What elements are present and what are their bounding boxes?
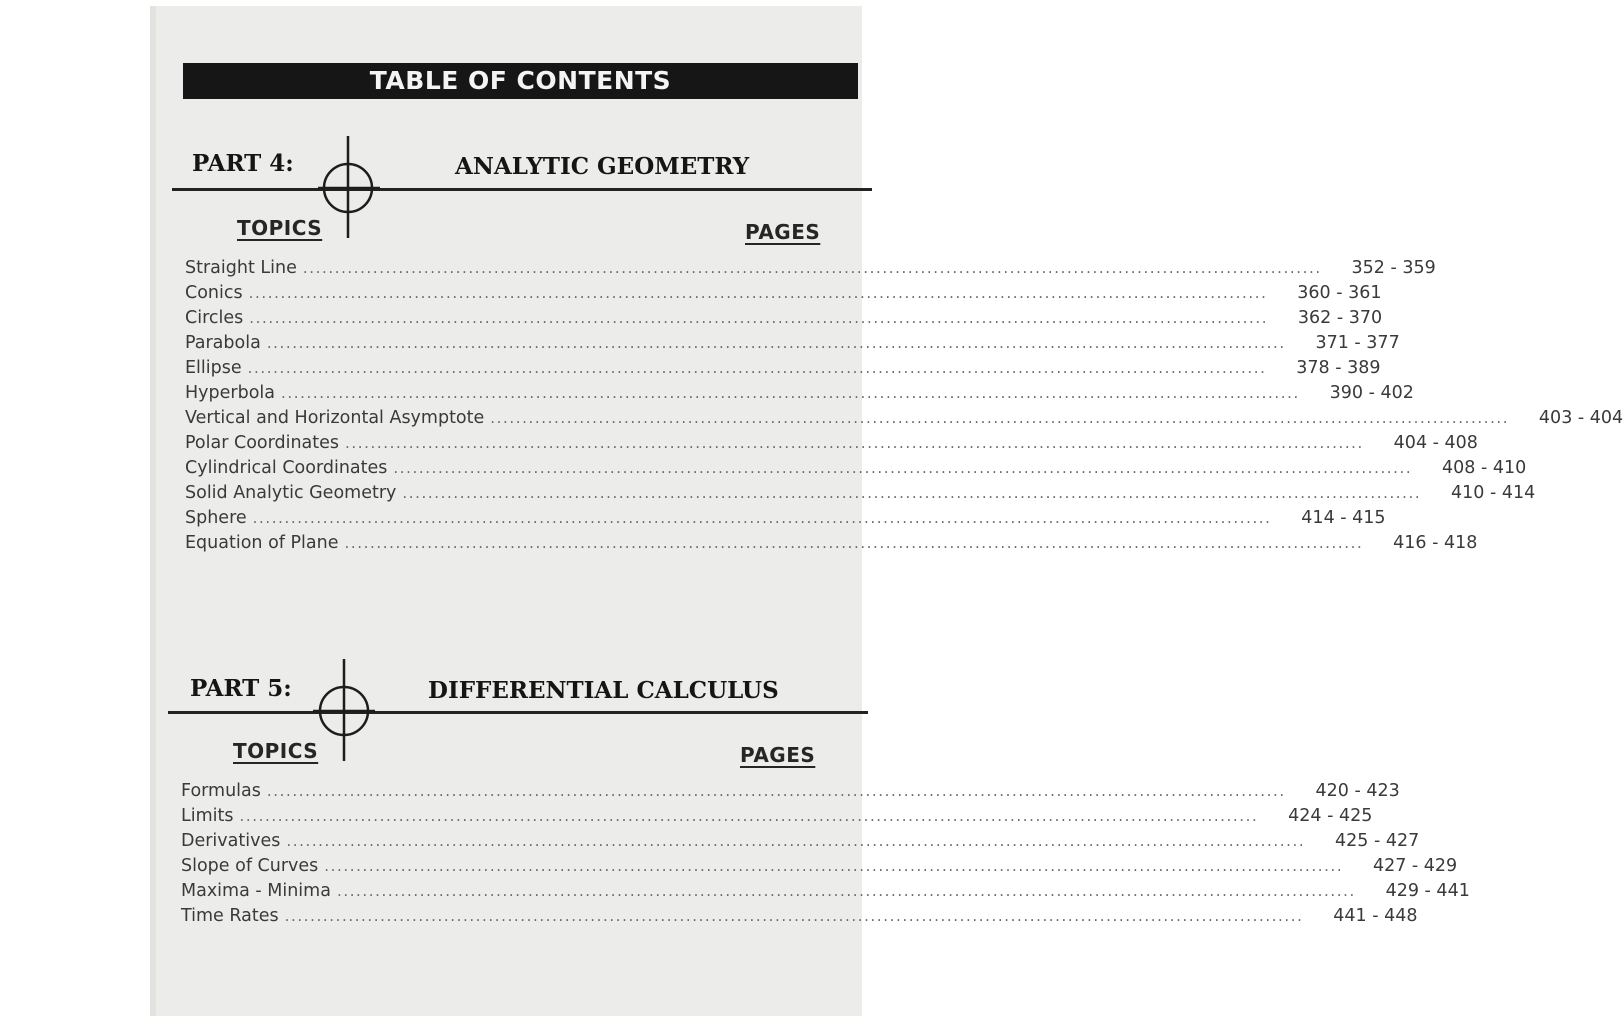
toc-entry (185, 433, 1478, 458)
toc-entry (185, 308, 1383, 333)
toc-entry (181, 906, 1418, 931)
dot-leader: ................................................................................................................................................................ (345, 434, 1364, 452)
toc-entry-pages: 416 - 418 (1393, 533, 1478, 553)
part4-pages-header: PAGES (745, 220, 821, 244)
dot-leader: ................................................................................................................................................................ (490, 409, 1510, 427)
toc-entry-pages: 410 - 414 (1451, 483, 1536, 503)
toc-entry-pages: 390 - 402 (1329, 383, 1414, 403)
toc-entry-topic: Sphere (185, 508, 247, 528)
toc-entry (181, 781, 1400, 806)
crosshair-icon (313, 659, 375, 763)
toc-entry-topic: Limits (181, 806, 234, 826)
dot-leader: ................................................................................................................................................................ (252, 509, 1272, 527)
toc-entry-pages: 424 - 425 (1288, 806, 1373, 826)
dot-leader: ................................................................................................................................................................ (266, 334, 1286, 352)
toc-entry-pages: 404 - 408 (1393, 433, 1478, 453)
toc-entry (185, 283, 1382, 308)
toc-entry (185, 408, 1623, 433)
toc-entry (185, 258, 1436, 283)
dot-leader: ................................................................................................................................................................ (266, 782, 1286, 800)
dot-leader: ................................................................................................................................................................ (286, 832, 1306, 850)
part5-pages-header: PAGES (740, 743, 816, 767)
toc-entry (181, 806, 1373, 831)
toc-entry-topic: Slope of Curves (181, 856, 319, 876)
dot-leader: ................................................................................................................................................................ (239, 807, 1259, 825)
toc-title-banner: TABLE OF CONTENTS (183, 63, 858, 99)
toc-entry-pages: 427 - 429 (1372, 856, 1458, 876)
dot-leader: ................................................................................................................................................................ (281, 384, 1300, 402)
part5-label: PART 5: (190, 675, 292, 702)
toc-entry-topic: Polar Coordinates (185, 433, 340, 453)
toc-entry-topic: Cylindrical Coordinates (185, 458, 388, 478)
crosshair-icon (318, 136, 380, 240)
dot-leader: ................................................................................................................................................................ (344, 534, 1364, 552)
dot-leader: ................................................................................................................................................................ (336, 882, 1356, 900)
part5-title: DIFFERENTIAL CALCULUS (428, 677, 779, 704)
dot-leader: ................................................................................................................................................................ (393, 459, 1413, 477)
toc-entry (185, 533, 1478, 558)
part4-topics-header: TOPICS (237, 216, 323, 240)
part4-label: PART 4: (192, 150, 294, 177)
toc-entry-topic: Equation of Plane (185, 533, 339, 553)
toc-entry-pages: 414 - 415 (1301, 508, 1386, 528)
toc-entry (181, 881, 1470, 906)
toc-entry-pages: 420 - 423 (1315, 781, 1400, 801)
dot-leader: ................................................................................................................................................................ (249, 309, 1269, 327)
dot-leader: ................................................................................................................................................................ (324, 857, 1344, 875)
part4-rule (172, 188, 872, 191)
toc-entry-pages: 360 - 361 (1297, 283, 1382, 303)
toc-entry-topic: Ellipse (185, 358, 242, 378)
toc-entry-topic: Straight Line (185, 258, 297, 278)
toc-entry (181, 831, 1420, 856)
toc-entry (185, 483, 1536, 508)
toc-entry-topic: Circles (185, 308, 244, 328)
page-edge (150, 6, 156, 1016)
dot-leader: ................................................................................................................................................................ (284, 907, 1304, 925)
dot-leader: ................................................................................................................................................................ (402, 484, 1422, 502)
toc-entry (181, 856, 1458, 881)
toc-entry (185, 358, 1381, 383)
toc-entry-pages: 371 - 377 (1315, 333, 1400, 353)
toc-entry-pages: 425 - 427 (1334, 831, 1420, 851)
dot-leader: ................................................................................................................................................................ (302, 259, 1322, 277)
toc-entry-pages: 352 - 359 (1351, 258, 1436, 278)
toc-entry-topic: Maxima - Minima (181, 881, 331, 901)
toc-entry-topic: Parabola (185, 333, 261, 353)
toc-entry-pages: 441 - 448 (1333, 906, 1418, 926)
part5-rule (168, 711, 868, 714)
toc-entry (185, 458, 1527, 483)
toc-entry-topic: Time Rates (181, 906, 279, 926)
toc-entry-topic: Solid Analytic Geometry (185, 483, 397, 503)
toc-entry (185, 333, 1400, 358)
toc-entry-topic: Conics (185, 283, 243, 303)
toc-entry-topic: Vertical and Horizontal Asymptote (185, 408, 485, 428)
dot-leader: ................................................................................................................................................................ (247, 359, 1267, 377)
toc-entry (185, 383, 1414, 408)
toc-entry-pages: 403 - 404 (1538, 408, 1623, 428)
part4-topic-list (185, 258, 1623, 558)
toc-entry-topic: Hyperbola (185, 383, 275, 403)
dot-leader: ................................................................................................................................................................ (248, 284, 1268, 302)
toc-entry-topic: Derivatives (181, 831, 281, 851)
toc-entry-pages: 429 - 441 (1385, 881, 1470, 901)
part4-title: ANALYTIC GEOMETRY (455, 153, 750, 180)
toc-entry-pages: 362 - 370 (1297, 308, 1383, 328)
toc-entry-pages: 378 - 389 (1296, 358, 1381, 378)
toc-entry-topic: Formulas (181, 781, 261, 801)
toc-entry-pages: 408 - 410 (1442, 458, 1527, 478)
part5-topic-list (181, 781, 1470, 931)
toc-entry (185, 508, 1386, 533)
part5-topics-header: TOPICS (233, 739, 319, 763)
